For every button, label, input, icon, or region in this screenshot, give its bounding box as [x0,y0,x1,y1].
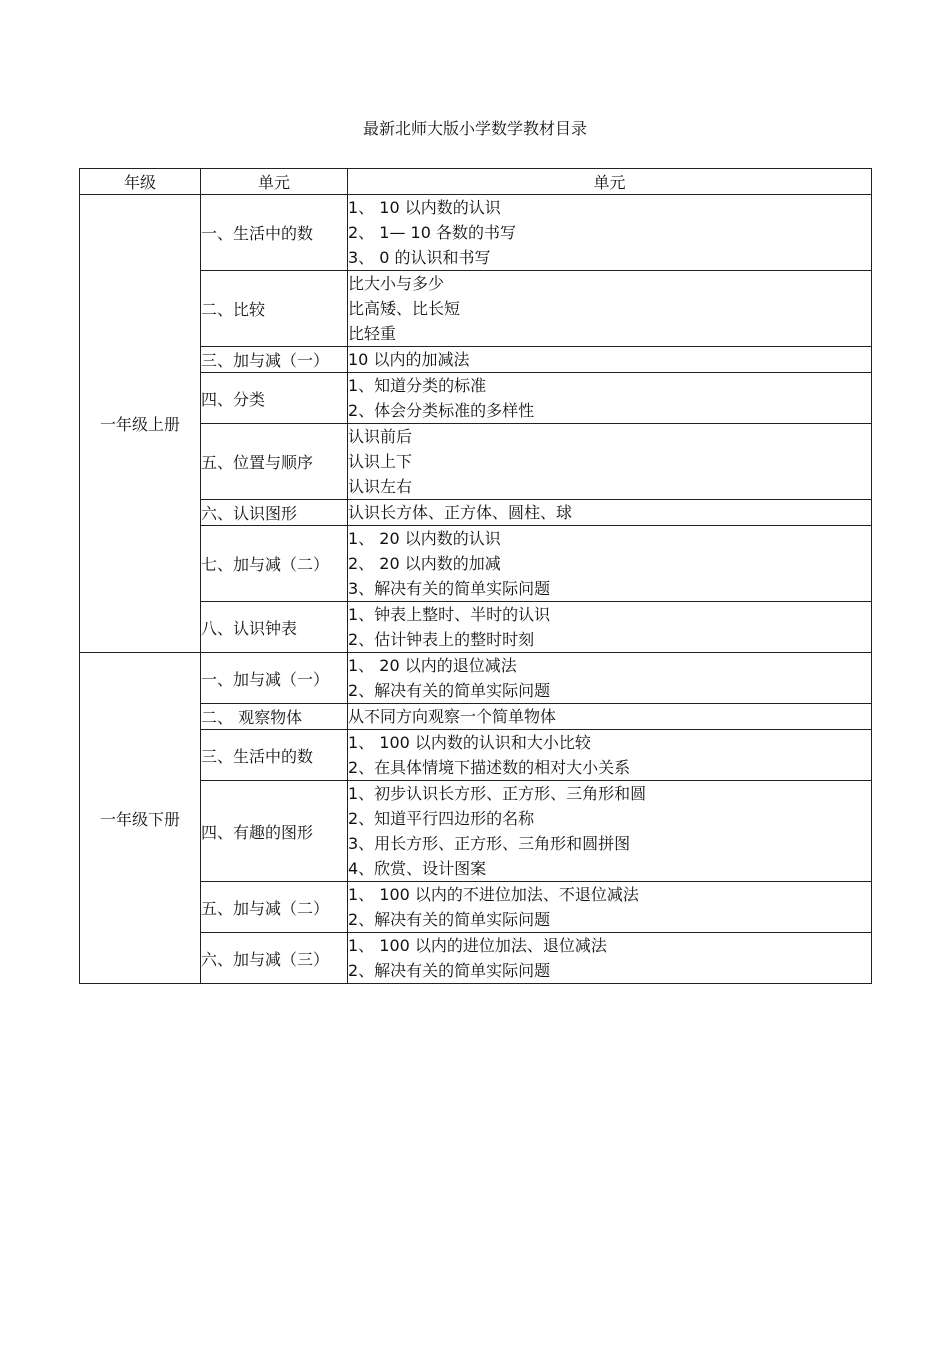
unit-cell: 一、生活中的数 [201,195,348,271]
content-item: 1、初步认识长方形、正方形、三角形和圆 [348,784,647,803]
content-item: 2、体会分类标准的多样性 [348,401,535,420]
content-cell [348,781,872,882]
content-item: 比高矮、比长短 [348,299,461,318]
content-cell [348,704,872,730]
content-item: 3、解决有关的简单实际问题 [348,579,551,598]
unit-cell: 四、分类 [201,373,348,424]
content-item: 1、 100 以内的不进位加法、不退位减法 [348,885,639,904]
table-row [80,195,872,271]
unit-cell: 四、有趣的图形 [201,781,348,882]
content-item: 3、 0 的认识和书写 [348,248,491,267]
content-item: 2、知道平行四边形的名称 [348,809,535,828]
content-item: 2、估计钟表上的整时时刻 [348,630,535,649]
content-cell [348,500,872,526]
content-item: 2、解决有关的简单实际问题 [348,681,551,700]
unit-cell: 一、加与减（一） [201,653,348,704]
content-item: 比大小与多少 [348,274,445,293]
content-item: 认识上下 [348,452,413,471]
content-cell [348,424,872,500]
content-item: 2、 1— 10 各数的书写 [348,223,516,242]
unit-cell: 二、比较 [201,271,348,347]
header-row [80,169,872,195]
content-item: 2、 20 以内数的加减 [348,554,501,573]
unit-cell: 三、加与减（一） [201,347,348,373]
grade-cell: 一年级上册 [80,195,201,653]
header-grade: 年级 [80,169,201,195]
unit-cell: 六、认识图形 [201,500,348,526]
unit-cell: 六、加与减（三） [201,933,348,984]
unit-cell: 三、生活中的数 [201,730,348,781]
content-cell [348,373,872,424]
content-cell [348,526,872,602]
content-item: 1、钟表上整时、半时的认识 [348,605,551,624]
content-item: 1、 20 以内的退位减法 [348,656,517,675]
content-item: 1、 100 以内的进位加法、退位减法 [348,936,607,955]
header-unit: 单元 [201,169,348,195]
content-item: 1、 10 以内数的认识 [348,198,501,217]
grade-cell: 一年级下册 [80,653,201,984]
content-item: 2、解决有关的简单实际问题 [348,910,551,929]
content-item: 1、 100 以内数的认识和大小比较 [348,733,591,752]
unit-cell: 二、 观察物体 [201,704,348,730]
document-title: 最新北师大版小学数学教材目录 [362,119,587,138]
content-cell [348,195,872,271]
unit-cell: 七、加与减（二） [201,526,348,602]
content-item: 1、 20 以内数的认识 [348,529,501,548]
unit-cell: 八、认识钟表 [201,602,348,653]
content-item: 认识左右 [348,477,413,496]
content-item: 3、用长方形、正方形、三角形和圆拼图 [348,834,631,853]
content-item: 从不同方向观察一个简单物体 [348,707,557,726]
content-cell [348,653,872,704]
content-cell [348,602,872,653]
content-item: 认识长方体、正方体、圆柱、球 [348,503,573,522]
content-item: 2、在具体情境下描述数的相对大小关系 [348,758,631,777]
content-item: 10 以内的加减法 [348,350,470,369]
table-row [80,653,872,704]
curriculum-table [79,168,872,984]
content-item: 4、欣赏、设计图案 [348,859,487,878]
content-item: 比轻重 [348,324,397,343]
content-cell [348,882,872,933]
content-cell [348,730,872,781]
content-cell [348,347,872,373]
content-item: 2、解决有关的简单实际问题 [348,961,551,980]
unit-cell: 五、加与减（二） [201,882,348,933]
content-item: 1、知道分类的标准 [348,376,487,395]
content-item: 认识前后 [348,427,413,446]
table-body [80,195,872,984]
content-cell [348,933,872,984]
unit-cell: 五、位置与顺序 [201,424,348,500]
content-cell [348,271,872,347]
header-content: 单元 [348,169,872,195]
